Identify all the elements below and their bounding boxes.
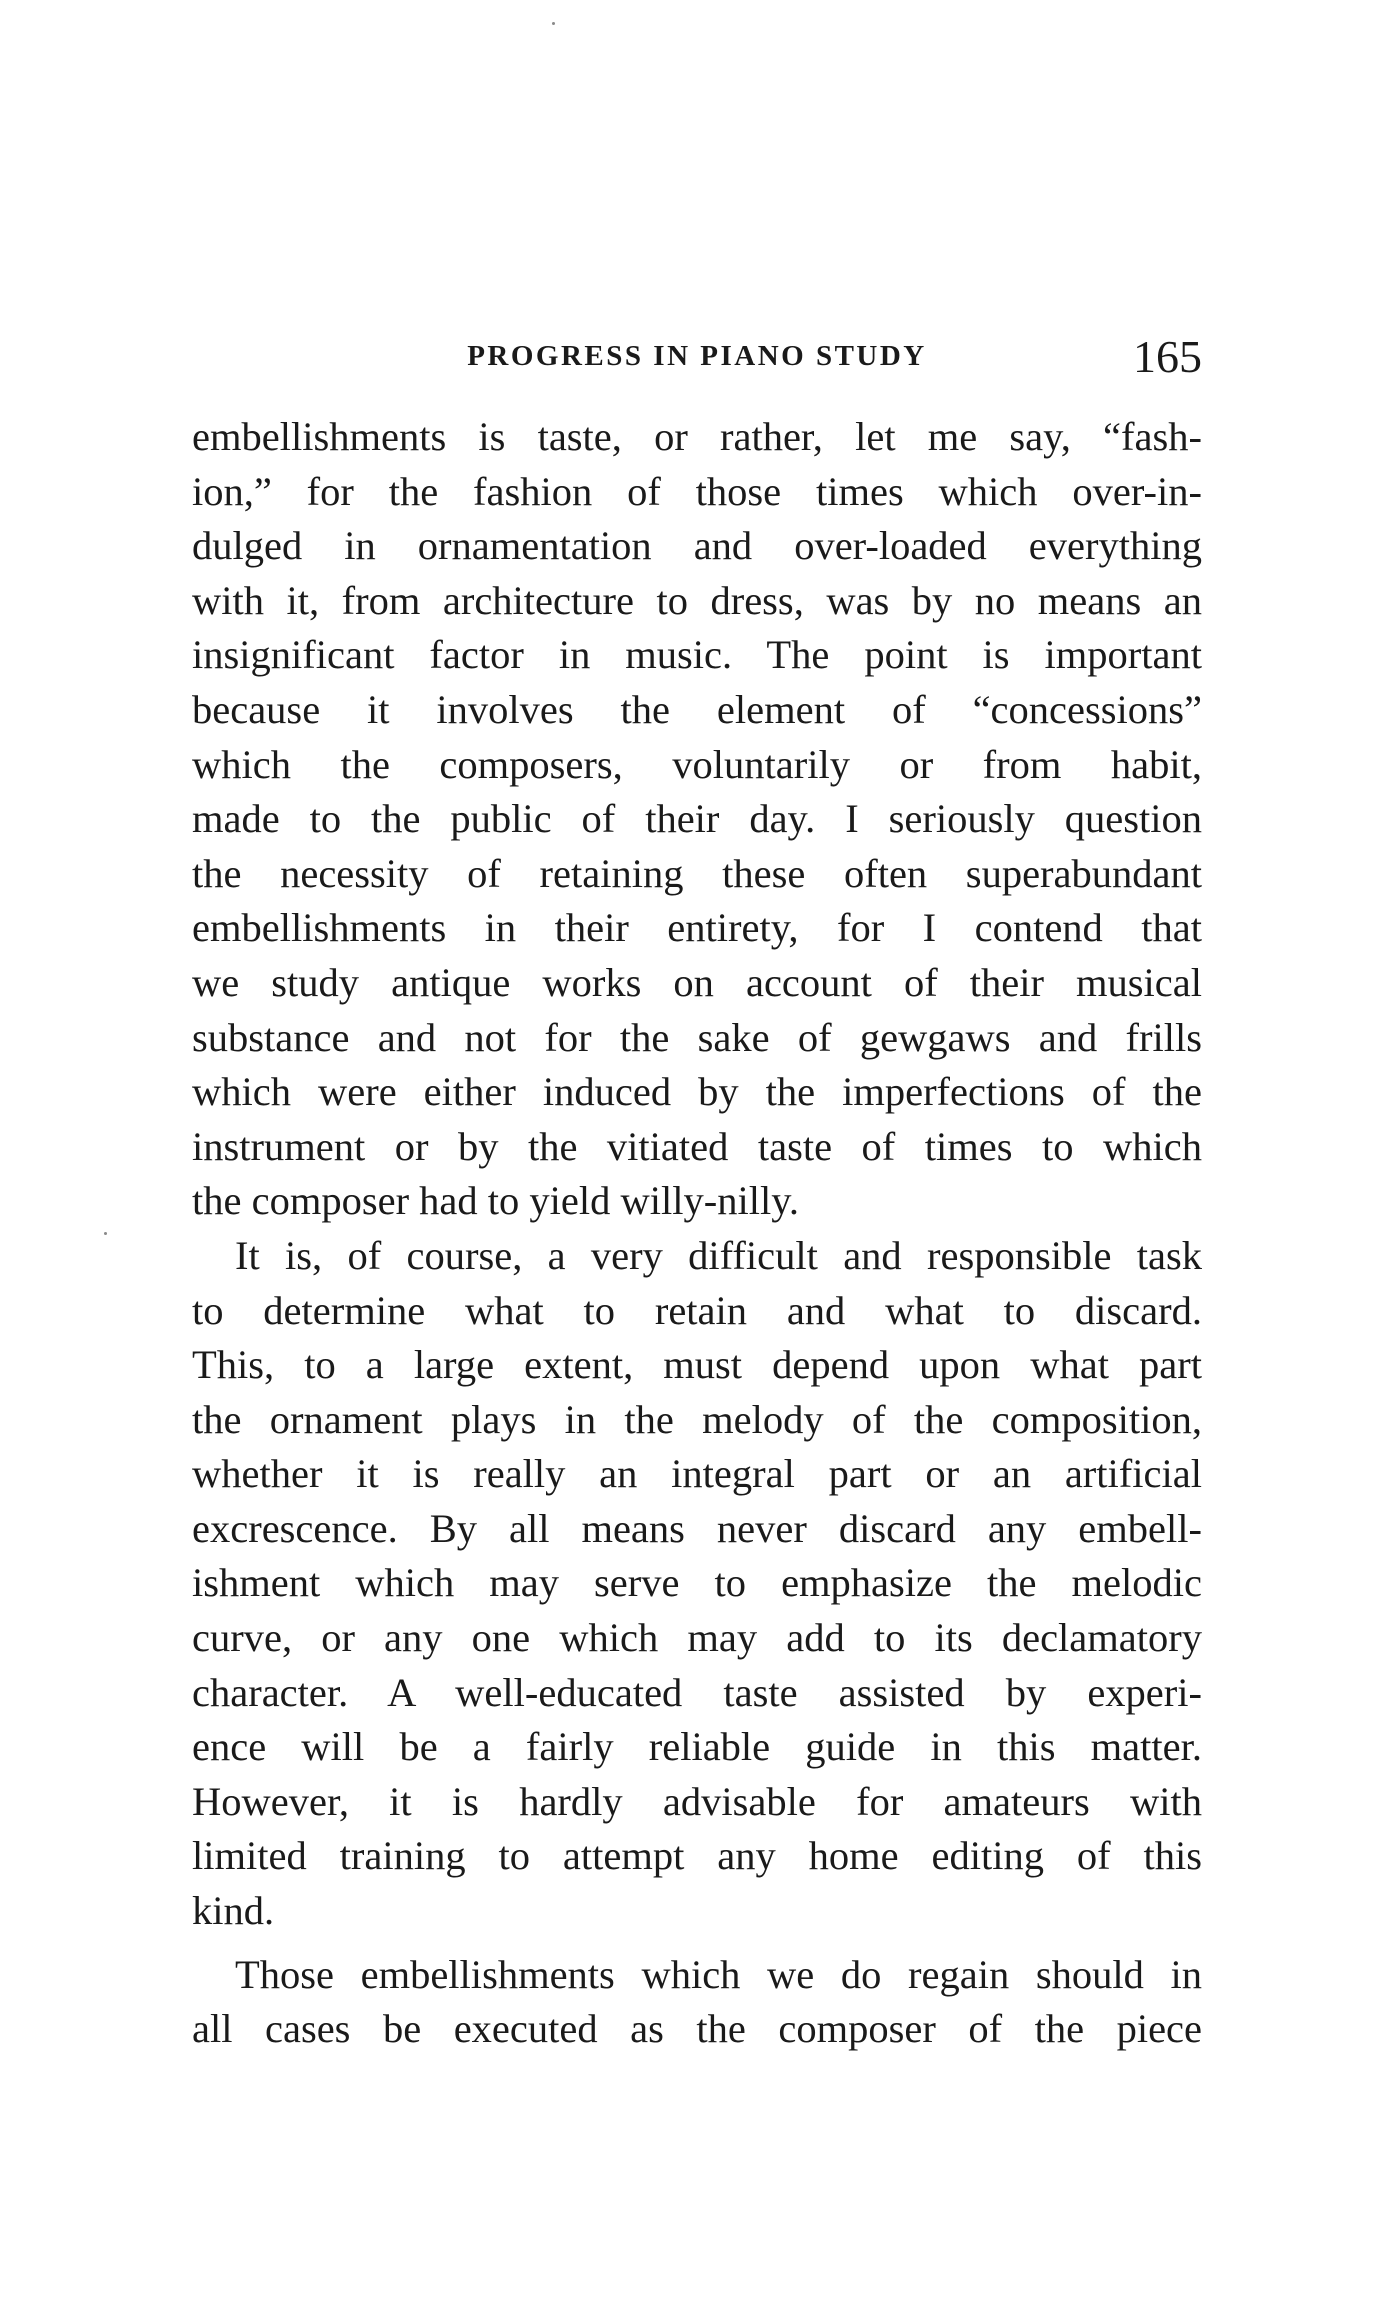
text-line: limited training to attempt any home editing of this	[192, 1833, 1202, 1879]
text-line: excrescence. By all means never discard any embell-	[192, 1505, 1202, 1551]
paper-speck	[104, 1232, 107, 1235]
text-line: ishment which may serve to emphasize the melodic	[192, 1560, 1202, 1606]
text-line: ion,” for the fashion of those times which over-in-	[192, 468, 1202, 514]
text-line: insignificant factor in music. The point is important	[192, 632, 1202, 678]
text-line: all cases be executed as the composer of the piece	[192, 2006, 1202, 2052]
text-line: with it, from architecture to dress, was by no means an	[192, 577, 1202, 623]
body-text	[192, 410, 1202, 2057]
text-line: character. A well-educated taste assisted by experi-	[192, 1669, 1202, 1715]
text-line: made to the public of their day. I seriously question	[192, 796, 1202, 842]
text-line: substance and not for the sake of gewgaws and frills	[192, 1014, 1202, 1060]
running-head	[192, 330, 1202, 390]
text-line: the necessity of retaining these often superabundant	[192, 850, 1202, 896]
text-line: embellishments is taste, or rather, let me say, “fash-	[192, 414, 1202, 459]
text-line: we study antique works on account of their musical	[192, 959, 1202, 1005]
text-line: ence will be a fairly reliable guide in this matter.	[192, 1724, 1202, 1770]
paper-speck	[552, 22, 555, 25]
paragraph	[192, 1948, 1202, 2057]
text-line: curve, or any one which may add to its declamatory	[192, 1615, 1202, 1661]
text-line: Those embellishments which we do regain should in	[235, 1951, 1202, 1997]
text-line: the composer had to yield willy-nilly.	[192, 1178, 800, 1224]
paragraph-gap	[192, 1939, 1202, 1948]
text-line: because it involves the element of “concessions”	[192, 686, 1202, 732]
text-line: embellishments in their entirety, for I contend that	[192, 905, 1202, 951]
text-line: which were either induced by the imperfections of the	[192, 1069, 1202, 1115]
paragraph	[192, 1229, 1202, 1939]
page-number: 165	[1133, 331, 1202, 382]
text-line: instrument or by the vitiated taste of times to which	[192, 1123, 1202, 1169]
text-line: kind.	[192, 1888, 275, 1934]
text-line: This, to a large extent, must depend upon what part	[192, 1342, 1202, 1388]
text-line: However, it is hardly advisable for amateurs with	[192, 1778, 1202, 1824]
text-line: dulged in ornamentation and over-loaded everything	[192, 523, 1202, 569]
text-line: which the composers, voluntarily or from habit,	[192, 741, 1202, 787]
text-line: the ornament plays in the melody of the composition,	[192, 1396, 1202, 1442]
text-line: to determine what to retain and what to discard.	[192, 1287, 1202, 1333]
text-line: It is, of course, a very difficult and responsible task	[235, 1232, 1202, 1278]
text-line: whether it is really an integral part or an artificial	[192, 1451, 1202, 1497]
running-title: PROGRESS IN PIANO STUDY	[467, 340, 927, 372]
paragraph	[192, 410, 1202, 1229]
